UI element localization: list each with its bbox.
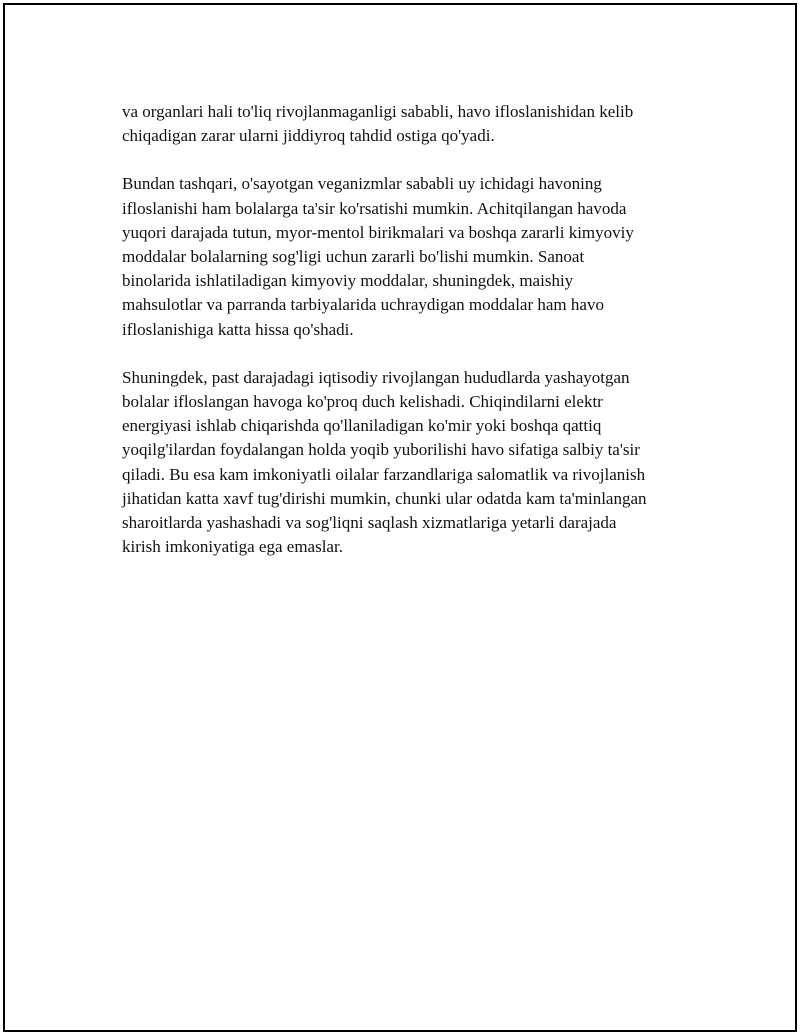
paragraph-3 <box>122 366 712 560</box>
paragraph-line: Shuningdek, past darajadagi iqtisodiy rivojlangan hududlarda yashayotgan <box>122 367 630 387</box>
paragraph-line: sharoitlarda yashashadi va sog'liqni saqlash xizmatlariga yetarli darajada <box>122 513 617 533</box>
paragraph-line: jihatidan katta xavf tug'dirishi mumkin, chunki ular odatda kam ta'minlangan <box>122 488 647 508</box>
paragraph-line: va organlari hali to'liq rivojlanmaganligi sababli, havo ifloslanishidan kelib <box>122 102 634 121</box>
paragraph-line: bolalar ifloslangan havoga ko'proq duch kelishadi. Chiqindilarni elektr <box>122 392 603 412</box>
paragraph-2 <box>122 172 712 341</box>
paragraph-line: ifloslanishiga katta hissa qo'shadi. <box>122 319 354 339</box>
paragraph-line: Bundan tashqari, o'sayotgan veganizmlar sababli uy ichidagi havoning <box>122 174 602 194</box>
page-frame <box>3 3 797 1032</box>
paragraph-line: mahsulotlar va parranda tarbiyalarida uchraydigan moddalar ham havo <box>122 295 604 315</box>
paragraph-line: moddalar bolalarning sog'ligi uchun zararli bo'lishi mumkin. Sanoat <box>122 247 585 267</box>
paragraph-line: energiyasi ishlab chiqarishda qo'llaniladigan ko'mir yoki boshqa qattiq <box>122 416 602 436</box>
paragraph-line: chiqadigan zarar ularni jiddiyroq tahdid ostiga qo'yadi. <box>122 126 495 146</box>
paragraph-line: ifloslanishi ham bolalarga ta'sir ko'rsatishi mumkin. Achitqilangan havoda <box>122 198 627 218</box>
document-body <box>122 100 712 583</box>
paragraph-line: kirish imkoniyatiga ega emaslar. <box>122 537 343 557</box>
paragraph-line: binolarida ishlatiladigan kimyoviy moddalar, shuningdek, maishiy <box>122 271 574 291</box>
paragraph-line: yuqori darajada tutun, myor-mentol birikmalari va boshqa zararli kimyoviy <box>122 222 634 242</box>
paragraph-1 <box>122 100 712 148</box>
paragraph-line: qiladi. Bu esa kam imkoniyatli oilalar farzandlariga salomatlik va rivojlanish <box>122 464 646 484</box>
paragraph-line: yoqilg'ilardan foydalangan holda yoqib yuborilishi havo sifatiga salbiy ta'sir <box>122 440 640 460</box>
